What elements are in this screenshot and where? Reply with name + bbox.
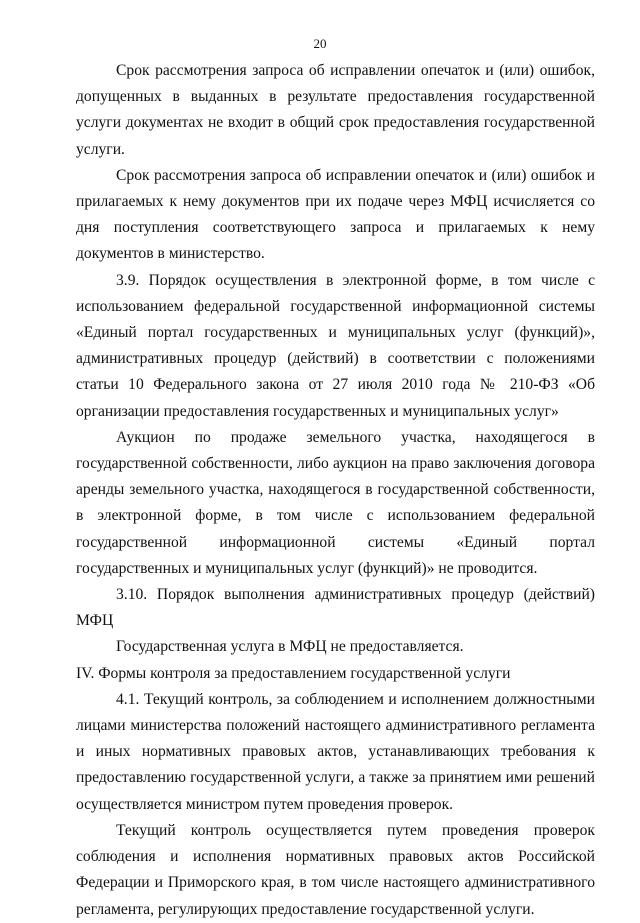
section-heading-3-10: 3.10. Порядок выполнения административных процедур (действий) МФЦ [76, 586, 595, 630]
paragraph-current-control: Текущий контроль осуществляется путем проведения проверок соблюдения и исполнения нормативных правовых актов Российской Федерации и Приморского края, в том числе настоящего административного регламента, регулирующих предоставление государственной услуги. [76, 821, 595, 918]
paragraph-correction-term: Срок рассмотрения запроса об исправлении опечаток и (или) ошибок, допущенных в выданных в результате предоставления государственной услуги документах не входит в общий срок предоставления государственной услуги. [76, 62, 595, 158]
document-body [76, 58, 595, 923]
paragraph-auction: Аукцион по продаже земельного участка, находящегося в государственной собственности, либо аукцион на право заключения договора аренды земельного участка, находящегося в государственной собственности, в электронной форме, в том числе с использованием федеральной государственной информационной системы «Единый портал государственных и муниципальных услуг (функций)» не проводится. [76, 428, 595, 577]
section-heading-3-9: 3.9. Порядок осуществления в электронной форме, в том числе с использованием федеральной государственной информационной системы «Единый портал государственных и муниципальных услуг (функций)», административных процедур (действий) в соответствии с положениями статьи 10 Федерального закона от 27 июля 2010 года № 210-ФЗ «Об организации предоставления государственных и муниципальных услуг» [76, 271, 595, 420]
paragraph-mfc-not-provided: Государственная услуга в МФЦ не предоставляется. [116, 638, 464, 656]
paragraph-4-1: 4.1. Текущий контроль, за соблюдением и исполнением должностными лицами министерства положений настоящего административного регламента и иных нормативных правовых актов, устанавливающих требования к предоставлению государственной услуги, а также за принятием ими решений осуществляется министром путем проведения проверок. [76, 690, 595, 813]
page-number: 20 [313, 36, 327, 51]
paragraph-mfc-term: Срок рассмотрения запроса об исправлении опечаток и (или) ошибок и прилагаемых к нему документов при их подаче через МФЦ исчисляется со дня поступления соответствующего запроса и прилагаемых к нему документов в министерство. [76, 166, 595, 263]
chapter-heading-iv: IV. Формы контроля за предоставлением государственной услуги [76, 664, 511, 682]
